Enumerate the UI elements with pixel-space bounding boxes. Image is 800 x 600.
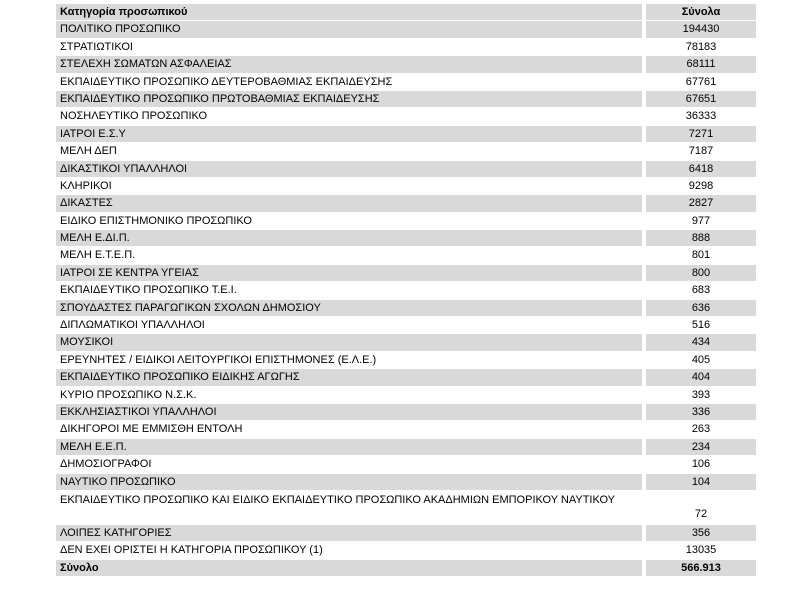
category-total: 434 — [691, 336, 711, 349]
table-row — [56, 230, 756, 247]
table-row — [56, 352, 756, 369]
table-row — [56, 195, 756, 212]
table-row — [56, 334, 756, 351]
category-name: ΙΑΤΡΟΙ ΣΕ ΚΕΝΤΡΑ ΥΓΕΙΑΣ — [60, 266, 199, 279]
category-total: 888 — [691, 232, 711, 245]
table-row — [56, 161, 756, 178]
category-total: 7271 — [688, 127, 714, 140]
category-name: ΕΡΕΥΝΗΤΕΣ / ΕΙΔΙΚΟΙ ΛΕΙΤΟΥΡΓΙΚΟΙ ΕΠΙΣΤΗΜΟΝΕΣ (Ε.Λ.Ε.) — [60, 353, 377, 366]
table-row — [56, 178, 756, 195]
table-row — [56, 491, 756, 525]
category-name: ΣΠΟΥΔΑΣΤΕΣ ΠΑΡΑΓΩΓΙΚΩΝ ΣΧΟΛΩΝ ΔΗΜΟΣΙΟΥ — [60, 301, 321, 314]
table-row — [56, 91, 756, 108]
category-name: ΕΚΠΑΙΔΕΥΤΙΚΟ ΠΡΟΣΩΠΙΚΟ ΠΡΩΤΟΒΑΘΜΙΑΣ ΕΚΠΑΙΔΕΥΣΗΣ — [60, 92, 380, 105]
category-total: 72 — [694, 507, 708, 520]
table-row — [56, 247, 756, 264]
table-row — [56, 74, 756, 91]
category-total: 683 — [691, 284, 711, 297]
category-total: 67651 — [685, 92, 717, 105]
table-row — [56, 387, 756, 404]
table-row — [56, 143, 756, 160]
table-header-row — [56, 4, 756, 21]
category-total: 977 — [691, 214, 711, 227]
category-name: ΕΚΠΑΙΔΕΥΤΙΚΟ ΠΡΟΣΩΠΙΚΟ ΚΑΙ ΕΙΔΙΚΟ ΕΚΠΑΙΔΕΥΤΙΚΟ ΠΡΟΣΩΠΙΚΟ ΑΚΑΔΗΜΙΩΝ ΕΜΠΟΡΙΚΟΥ ΝΑΥΤΙΚΟΥ — [60, 493, 616, 506]
total-value: 566.913 — [681, 561, 721, 574]
category-name: ΔΕΝ ΕΧΕΙ ΟΡΙΣΤΕΙ Η ΚΑΤΗΓΟΡΙΑ ΠΡΟΣΩΠΙΚΟΥ (1) — [60, 544, 323, 557]
category-name: ΕΚΠΑΙΔΕΥΤΙΚΟ ΠΡΟΣΩΠΙΚΟ Τ.Ε.Ι. — [60, 284, 237, 297]
header-category: Κατηγορία προσωπικού — [60, 6, 188, 18]
category-name: ΛΟΙΠΕΣ ΚΑΤΗΓΟΡΙΕΣ — [60, 526, 172, 539]
category-total: 801 — [691, 249, 711, 262]
table-row — [56, 56, 756, 73]
category-name: ΙΑΤΡΟΙ Ε.Σ.Υ — [60, 127, 126, 140]
table-row — [56, 39, 756, 56]
category-name: ΔΙΠΛΩΜΑΤΙΚΟΙ ΥΠΑΛΛΗΛΟΙ — [60, 319, 205, 332]
category-name: ΜΕΛΗ ΔΕΠ — [60, 145, 117, 158]
category-total: 800 — [691, 266, 711, 279]
category-total: 2827 — [688, 197, 714, 210]
category-total: 67761 — [685, 75, 717, 88]
table-row — [56, 542, 756, 559]
table-row — [56, 300, 756, 317]
category-name: ΚΥΡΙΟ ΠΡΟΣΩΠΙΚΟ Ν.Σ.Κ. — [60, 388, 197, 401]
table-row — [56, 421, 756, 438]
table-row — [56, 126, 756, 143]
table-row — [56, 317, 756, 334]
category-total: 516 — [691, 319, 711, 332]
category-name: ΜΕΛΗ Ε.Ε.Π. — [60, 440, 127, 453]
category-name: ΔΙΚΗΓΟΡΟΙ ΜΕ ΕΜΜΙΣΘΗ ΕΝΤΟΛΗ — [60, 423, 243, 436]
category-total: 36333 — [685, 110, 717, 123]
table-row — [56, 265, 756, 282]
personnel-table — [56, 4, 756, 577]
table-row — [56, 404, 756, 421]
category-total: 263 — [691, 423, 711, 436]
header-total: Σύνολα — [681, 6, 721, 18]
category-total: 636 — [691, 301, 711, 314]
category-name: ΕΚΠΑΙΔΕΥΤΙΚΟ ΠΡΟΣΩΠΙΚΟ ΕΙΔΙΚΗΣ ΑΓΩΓΗΣ — [60, 371, 300, 384]
table-row — [56, 108, 756, 125]
table-total-row — [56, 560, 756, 577]
category-total: 405 — [691, 353, 711, 366]
category-total: 106 — [691, 458, 711, 471]
table-row — [56, 21, 756, 38]
table-row — [56, 213, 756, 230]
table-row — [56, 456, 756, 473]
category-total: 234 — [691, 440, 711, 453]
category-total: 7187 — [688, 145, 714, 158]
table-row — [56, 474, 756, 491]
category-total: 13035 — [685, 544, 717, 557]
category-total: 404 — [691, 371, 711, 384]
category-name: ΕΙΔΙΚΟ ΕΠΙΣΤΗΜΟΝΙΚΟ ΠΡΟΣΩΠΙΚΟ — [60, 214, 252, 227]
category-name: ΕΚΠΑΙΔΕΥΤΙΚΟ ΠΡΟΣΩΠΙΚΟ ΔΕΥΤΕΡΟΒΑΘΜΙΑΣ ΕΚΠΑΙΔΕΥΣΗΣ — [60, 75, 393, 88]
category-total: 78183 — [685, 40, 717, 53]
category-name: ΣΤΡΑΤΙΩΤΙΚΟΙ — [60, 40, 133, 53]
total-label: Σύνολο — [60, 561, 99, 574]
category-total: 356 — [691, 526, 711, 539]
category-total: 6418 — [688, 162, 714, 175]
table-row — [56, 282, 756, 299]
category-name: ΕΚΚΛΗΣΙΑΣΤΙΚΟΙ ΥΠΑΛΛΗΛΟΙ — [60, 405, 217, 418]
category-total: 336 — [691, 405, 711, 418]
category-total: 393 — [691, 388, 711, 401]
category-name: ΝΑΥΤΙΚΟ ΠΡΟΣΩΠΙΚΟ — [60, 475, 176, 488]
category-name: ΔΙΚΑΣΤΕΣ — [60, 197, 113, 210]
category-total: 9298 — [688, 179, 714, 192]
category-name: ΜΕΛΗ Ε.Τ.Ε.Π. — [60, 249, 136, 262]
category-name: ΔΙΚΑΣΤΙΚΟΙ ΥΠΑΛΛΗΛΟΙ — [60, 162, 188, 175]
category-name: ΜΕΛΗ Ε.ΔΙ.Π. — [60, 232, 130, 245]
category-name: ΝΟΣΗΛΕΥΤΙΚΟ ΠΡΟΣΩΠΙΚΟ — [60, 110, 208, 123]
category-name: ΠΟΛΙΤΙΚΟ ΠΡΟΣΩΠΙΚΟ — [60, 23, 181, 36]
table-row — [56, 439, 756, 456]
table-row — [56, 525, 756, 542]
table-body — [56, 21, 756, 559]
category-name: ΔΗΜΟΣΙΟΓΡΑΦΟΙ — [60, 458, 152, 471]
category-total: 68111 — [686, 58, 716, 71]
table-row — [56, 369, 756, 386]
category-name: ΜΟΥΣΙΚΟΙ — [60, 336, 114, 349]
category-total: 104 — [691, 475, 711, 488]
category-total: 194430 — [682, 23, 720, 36]
category-name: ΚΛΗΡΙΚΟΙ — [60, 179, 112, 192]
category-name: ΣΤΕΛΕΧΗ ΣΩΜΑΤΩΝ ΑΣΦΑΛΕΙΑΣ — [60, 58, 232, 71]
